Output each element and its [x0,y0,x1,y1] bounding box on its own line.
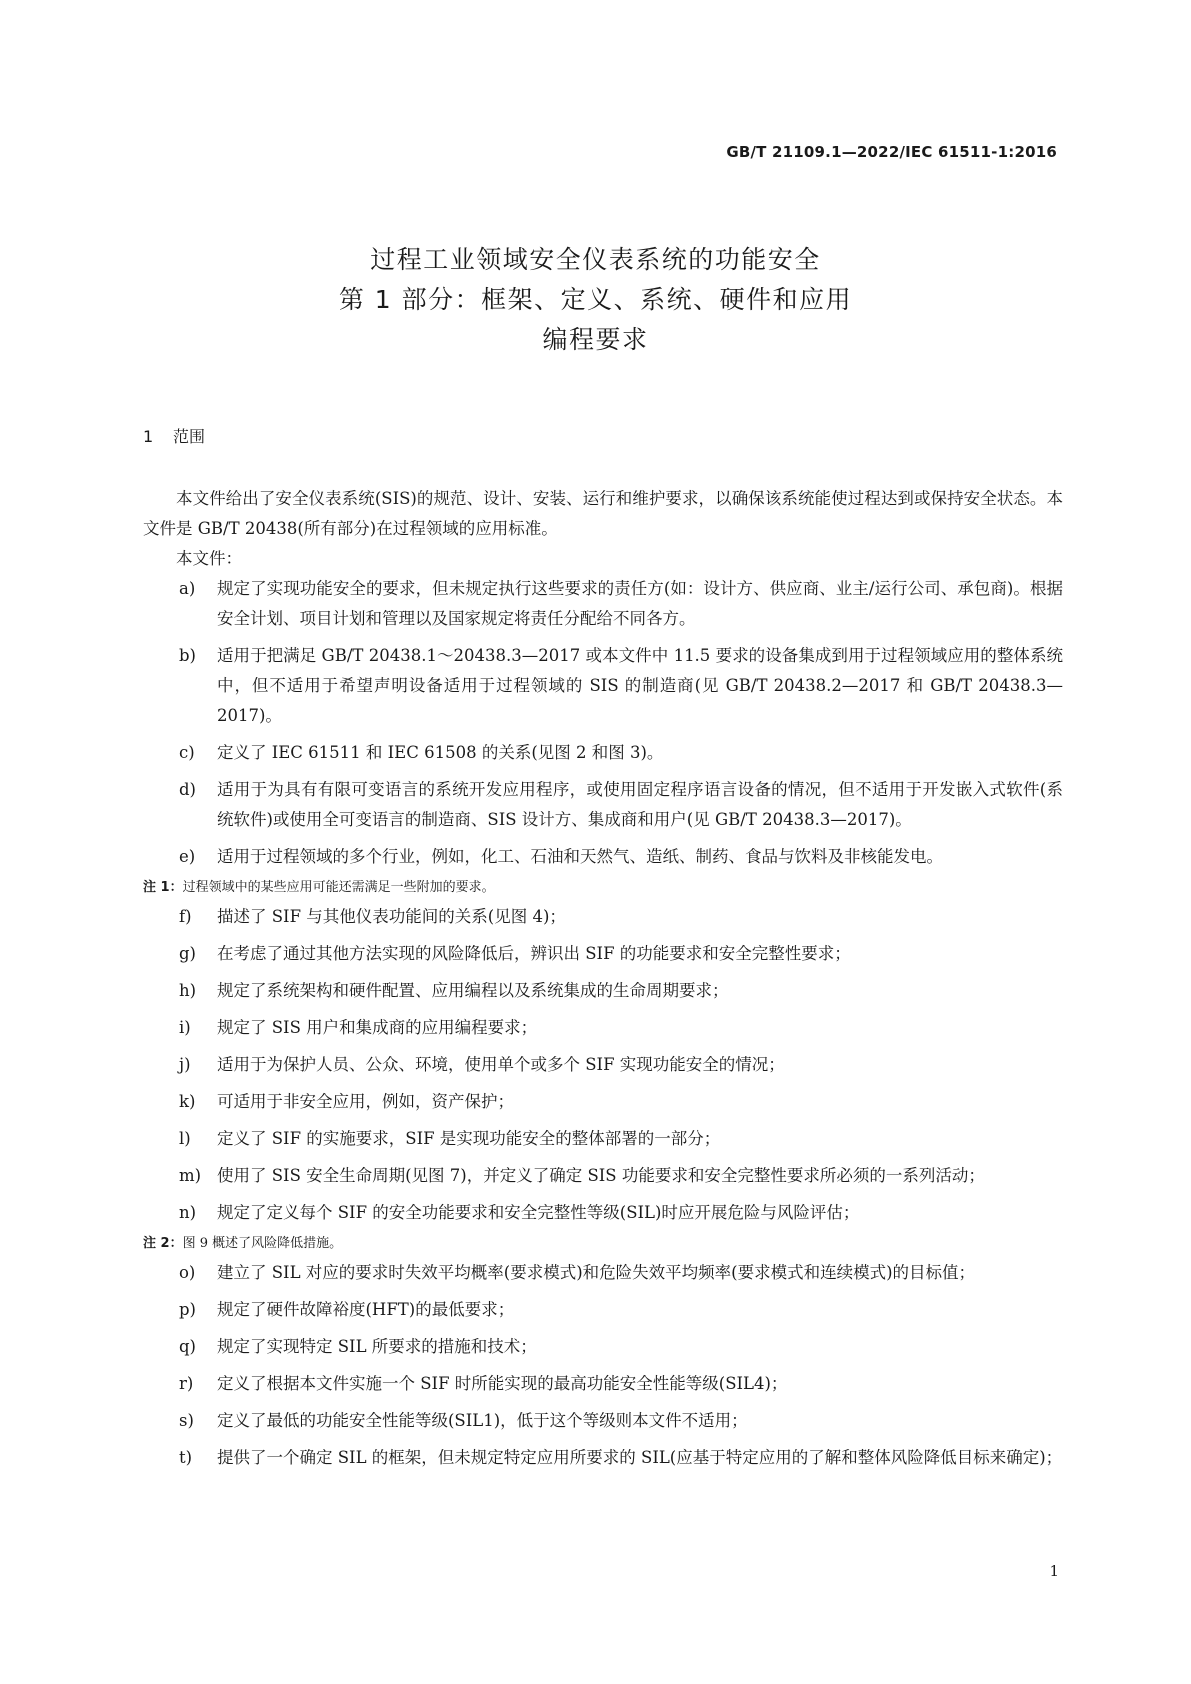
note-label: 注 1： [143,880,183,895]
list-item-label: a) [179,579,196,598]
list-item-s [143,1406,1063,1436]
list-item-text: 在考虑了通过其他方法实现的风险降低后，辨识出 SIF 的功能要求和安全完整性要求； [217,944,851,963]
list-item-j [143,1050,1063,1080]
list-item-label: m) [179,1166,202,1185]
list-item-text: 规定了实现特定 SIL 所要求的措施和技术； [217,1337,537,1356]
section-number: 1 [143,427,154,446]
list-item-text: 规定了 SIS 用户和集成商的应用编程要求； [217,1018,538,1037]
list-item-o [143,1258,1063,1288]
list-item-text: 定义了根据本文件实施一个 SIF 时所能实现的最高功能安全性能等级(SIL4)； [217,1374,788,1393]
intro-paragraph: 本文件给出了安全仪表系统(SIS)的规范、设计、安装、运行和维护要求，以确保该系统能使过程达到或保持安全状态。本文件是 GB/T 20438(所有部分)在过程领域的应用标准。 [143,489,1063,538]
list-item-d [143,775,1063,835]
list-item-label: j) [179,1055,191,1074]
list-item-label: k) [179,1092,196,1111]
list-item-label: o) [179,1263,196,1282]
list-item-q [143,1332,1063,1362]
list-item-a [143,574,1063,634]
list-item-h [143,976,1063,1006]
intro-lead: 本文件： [176,549,242,568]
title-line-2: 第 1 部分：框架、定义、系统、硬件和应用 [338,285,853,314]
list-item-label: h) [179,981,197,1000]
list-item-label: s) [179,1411,194,1430]
list-item-i [143,1013,1063,1043]
list-item-label: b) [179,646,196,665]
list-item-e [143,842,1063,872]
standard-number: GB/T 21109.1—2022/IEC 61511-1:2016 [726,143,1057,161]
list-item-c [143,738,1063,768]
list-item-text: 可适用于非安全应用，例如，资产保护； [217,1092,514,1111]
list-item-label: c) [179,743,195,762]
list-item-g [143,939,1063,969]
list-item-text: 规定了定义每个 SIF 的安全功能要求和安全完整性等级(SIL)时应开展危险与风险评估； [217,1203,860,1222]
list-item-text: 规定了硬件故障裕度(HFT)的最低要求； [217,1300,515,1319]
list-item-text: 描述了 SIF 与其他仪表功能间的关系(见图 4)； [217,907,566,926]
list-item-p [143,1295,1063,1325]
list-item-label: l) [179,1129,191,1148]
section-title: 范围 [173,427,206,446]
list-item-l [143,1124,1063,1154]
list-item-m [143,1161,1063,1191]
list-item-text: 使用了 SIS 安全生命周期(见图 7)，并定义了确定 SIS 功能要求和安全完整性要求所必须的一系列活动； [217,1166,985,1185]
title-line-1: 过程工业领域安全仪表系统的功能安全 [370,245,821,274]
title-line-3: 编程要求 [542,325,649,354]
list-item-t [143,1443,1063,1473]
page-number: 1 [1049,1562,1059,1580]
list-item-text: 规定了实现功能安全的要求，但未规定执行这些要求的责任方(如：设计方、供应商、业主/运行公司、承包商)。根据安全计划、项目计划和管理以及国家规定将责任分配给不同各方。 [217,579,1063,628]
list-item-label: p) [179,1300,196,1319]
list-item-text: 定义了 IEC 61511 和 IEC 61508 的关系(见图 2 和图 3)。 [217,743,664,762]
list-item-label: d) [179,780,196,799]
list-item-text: 适用于过程领域的多个行业，例如，化工、石油和天然气、造纸、制药、食品与饮料及非核能发电。 [217,847,943,866]
list-item-text: 建立了 SIL 对应的要求时失效平均概率(要求模式)和危险失效平均频率(要求模式和连续模式)的目标值； [217,1263,976,1282]
list-item-label: t) [179,1448,193,1467]
list-item-label: f) [179,907,192,926]
list-item-label: r) [179,1374,194,1393]
list-item-text: 适用于把满足 GB/T 20438.1～20438.3—2017 或本文件中 11.5 要求的设备集成到用于过程领域应用的整体系统中，但不适用于希望声明设备适用于过程领域的 SIS 的制造商(见 GB/T 20438.2—2017 和 GB/T 20438.3—2017)。 [217,646,1063,725]
list-item-k [143,1087,1063,1117]
list-item-text: 提供了一个确定 SIL 的框架，但未规定特定应用所要求的 SIL(应基于特定应用的了解和整体风险降低目标来确定)； [217,1448,1063,1467]
list-item-text: 定义了最低的功能安全性能等级(SIL1)，低于这个等级则本文件不适用； [217,1411,748,1430]
list-item-n [143,1198,1063,1228]
note-1 [143,878,1063,898]
scope-content [143,484,1063,1480]
note-text: 图 9 概述了风险降低措施。 [182,1236,343,1251]
list-item-text: 适用于为具有有限可变语言的系统开发应用程序，或使用固定程序语言设备的情况，但不适用于开发嵌入式软件(系统软件)或使用全可变语言的制造商、SIS 设计方、集成商和用户(见 GB/T 20438.3—2017)。 [217,780,1063,829]
list-item-b [143,641,1063,731]
note-2 [143,1234,1063,1254]
list-item-label: i) [179,1018,191,1037]
document-title [0,240,1191,360]
list-item-text: 定义了 SIF 的实施要求，SIF 是实现功能安全的整体部署的一部分； [217,1129,721,1148]
list-item-f [143,902,1063,932]
list-item-text: 适用于为保护人员、公众、环境，使用单个或多个 SIF 实现功能安全的情况； [217,1055,785,1074]
list-item-r [143,1369,1063,1399]
note-text: 过程领域中的某些应用可能还需满足一些附加的要求。 [182,880,495,895]
list-item-label: g) [179,944,196,963]
list-item-text: 规定了系统架构和硬件配置、应用编程以及系统集成的生命周期要求； [217,981,729,1000]
list-item-label: e) [179,847,196,866]
note-label: 注 2： [143,1236,183,1251]
list-item-label: n) [179,1203,197,1222]
list-item-label: q) [179,1337,196,1356]
section-heading [143,426,205,448]
